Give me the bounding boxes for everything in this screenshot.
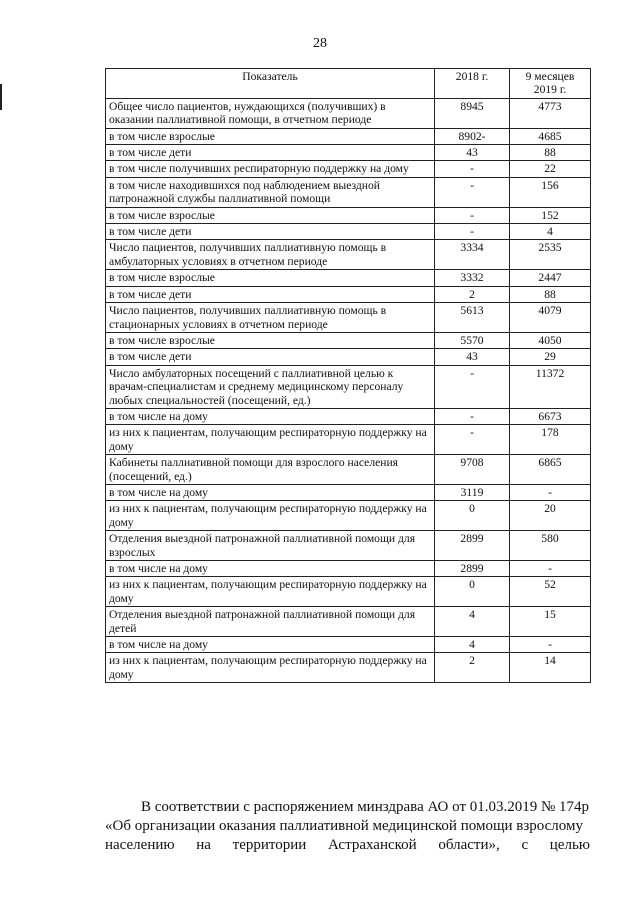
table-row bbox=[106, 484, 591, 500]
value-2018-cell: 2 bbox=[435, 286, 510, 302]
value-2019-cell: - bbox=[510, 484, 591, 500]
value-2019-cell: - bbox=[510, 561, 591, 577]
value-2019-cell: 178 bbox=[510, 425, 591, 455]
indicator-cell: в том числе дети bbox=[106, 286, 435, 302]
value-2019-cell: 152 bbox=[510, 207, 591, 223]
indicator-cell: в том числе на дому bbox=[106, 561, 435, 577]
value-2018-cell: 2899 bbox=[435, 531, 510, 561]
table-row bbox=[106, 207, 591, 223]
indicator-cell: из них к пациентам, получающим респираторную поддержку на дому bbox=[106, 653, 435, 683]
table-row bbox=[106, 365, 591, 408]
table-row bbox=[106, 332, 591, 348]
header-2018: 2018 г. bbox=[435, 69, 510, 99]
value-2018-cell: - bbox=[435, 365, 510, 408]
table-row bbox=[106, 501, 591, 531]
table-row bbox=[106, 637, 591, 653]
table-row bbox=[106, 177, 591, 207]
table-row bbox=[106, 531, 591, 561]
value-2019-cell: 52 bbox=[510, 577, 591, 607]
value-2018-cell: 3334 bbox=[435, 240, 510, 270]
indicator-cell: в том числе дети bbox=[106, 145, 435, 161]
indicator-cell: из них к пациентам, получающим респираторную поддержку на дому bbox=[106, 501, 435, 531]
table-row bbox=[106, 607, 591, 637]
value-2019-cell: 4685 bbox=[510, 128, 591, 144]
value-2019-cell: 4050 bbox=[510, 332, 591, 348]
indicator-cell: Общее число пациентов, нуждающихся (получивших) в оказании паллиативной помощи, в отчетном периоде bbox=[106, 98, 435, 128]
indicator-cell: в том числе взрослые bbox=[106, 207, 435, 223]
indicator-cell: в том числе на дому bbox=[106, 408, 435, 424]
paragraph-line: В соответствии с распоряжением минздрава АО от 01.03.2019 № 174р bbox=[141, 799, 590, 815]
indicator-cell: в том числе на дому bbox=[106, 484, 435, 500]
value-2018-cell: 9708 bbox=[435, 455, 510, 485]
table-row bbox=[106, 425, 591, 455]
value-2018-cell: 3332 bbox=[435, 270, 510, 286]
value-2019-cell: 88 bbox=[510, 145, 591, 161]
value-2018-cell: - bbox=[435, 161, 510, 177]
value-2018-cell: - bbox=[435, 207, 510, 223]
value-2018-cell: 2899 bbox=[435, 561, 510, 577]
body-paragraph bbox=[105, 798, 590, 855]
table-row bbox=[106, 145, 591, 161]
value-2019-cell: 580 bbox=[510, 531, 591, 561]
table-row bbox=[106, 98, 591, 128]
indicator-cell: в том числе на дому bbox=[106, 637, 435, 653]
header-indicator: Показатель bbox=[106, 69, 435, 99]
value-2018-cell: - bbox=[435, 224, 510, 240]
value-2019-cell: 15 bbox=[510, 607, 591, 637]
palliative-care-table bbox=[105, 68, 591, 683]
table-row bbox=[106, 577, 591, 607]
table-row bbox=[106, 240, 591, 270]
table-row bbox=[106, 286, 591, 302]
value-2018-cell: 43 bbox=[435, 349, 510, 365]
table-row bbox=[106, 303, 591, 333]
value-2019-cell: 2447 bbox=[510, 270, 591, 286]
table-row bbox=[106, 224, 591, 240]
value-2019-cell: 6865 bbox=[510, 455, 591, 485]
value-2019-cell: 11372 bbox=[510, 365, 591, 408]
table-row bbox=[106, 408, 591, 424]
indicator-cell: в том числе дети bbox=[106, 224, 435, 240]
value-2018-cell: - bbox=[435, 408, 510, 424]
indicator-cell: в том числе взрослые bbox=[106, 270, 435, 286]
table-row bbox=[106, 349, 591, 365]
indicator-cell: в том числе дети bbox=[106, 349, 435, 365]
paragraph-line: «Об организации оказания паллиативной медицинской помощи взрослому bbox=[105, 818, 584, 834]
value-2019-cell: 29 bbox=[510, 349, 591, 365]
indicator-cell: Отделения выездной патронажной паллиативной помощи для взрослых bbox=[106, 531, 435, 561]
value-2019-cell: 4079 bbox=[510, 303, 591, 333]
indicator-cell: из них к пациентам, получающим респираторную поддержку на дому bbox=[106, 577, 435, 607]
value-2019-cell: 20 bbox=[510, 501, 591, 531]
value-2018-cell: 0 bbox=[435, 501, 510, 531]
value-2019-cell: 2535 bbox=[510, 240, 591, 270]
value-2019-cell: 156 bbox=[510, 177, 591, 207]
value-2018-cell: 43 bbox=[435, 145, 510, 161]
indicator-cell: Число пациентов, получивших паллиативную помощь в стационарных условиях в отчетном периоде bbox=[106, 303, 435, 333]
value-2018-cell: 8945 bbox=[435, 98, 510, 128]
value-2018-cell: 4 bbox=[435, 637, 510, 653]
value-2019-cell: - bbox=[510, 637, 591, 653]
indicator-cell: Число пациентов, получивших паллиативную помощь в амбулаторных условиях в отчетном периоде bbox=[106, 240, 435, 270]
value-2018-cell: 5570 bbox=[435, 332, 510, 348]
value-2018-cell: - bbox=[435, 425, 510, 455]
indicator-cell: в том числе взрослые bbox=[106, 332, 435, 348]
page-number: 28 bbox=[313, 36, 327, 51]
value-2019-cell: 4 bbox=[510, 224, 591, 240]
table-header-row bbox=[106, 69, 591, 99]
value-2018-cell: 4 bbox=[435, 607, 510, 637]
indicator-cell: в том числе находившихся под наблюдением выездной патронажной службы паллиативной помощи bbox=[106, 177, 435, 207]
value-2018-cell: 8902- bbox=[435, 128, 510, 144]
table-body bbox=[106, 98, 591, 682]
table-row bbox=[106, 561, 591, 577]
indicator-cell: Отделения выездной патронажной паллиативной помощи для детей bbox=[106, 607, 435, 637]
value-2018-cell: 3119 bbox=[435, 484, 510, 500]
paragraph-line: населению на территории Астраханской области», с целью bbox=[105, 837, 590, 853]
value-2019-cell: 14 bbox=[510, 653, 591, 683]
value-2019-cell: 4773 bbox=[510, 98, 591, 128]
value-2019-cell: 6673 bbox=[510, 408, 591, 424]
value-2019-cell: 22 bbox=[510, 161, 591, 177]
table-row bbox=[106, 270, 591, 286]
indicator-cell: Число амбулаторных посещений с паллиативной целью к врачам-специалистам и среднему медицинскому персоналу любых специальностей (посещений, ед.) bbox=[106, 365, 435, 408]
indicator-cell: Кабинеты паллиативной помощи для взрослого населения (посещений, ед.) bbox=[106, 455, 435, 485]
value-2018-cell: 2 bbox=[435, 653, 510, 683]
value-2018-cell: 0 bbox=[435, 577, 510, 607]
table-row bbox=[106, 653, 591, 683]
table-row bbox=[106, 455, 591, 485]
value-2018-cell: - bbox=[435, 177, 510, 207]
table-row bbox=[106, 161, 591, 177]
header-9-months-2019: 9 месяцев 2019 г. bbox=[510, 69, 591, 99]
table-row bbox=[106, 128, 591, 144]
indicator-cell: в том числе получивших респираторную поддержку на дому bbox=[106, 161, 435, 177]
margin-mark bbox=[0, 84, 2, 110]
indicator-cell: в том числе взрослые bbox=[106, 128, 435, 144]
indicator-cell: из них к пациентам, получающим респираторную поддержку на дому bbox=[106, 425, 435, 455]
value-2018-cell: 5613 bbox=[435, 303, 510, 333]
value-2019-cell: 88 bbox=[510, 286, 591, 302]
